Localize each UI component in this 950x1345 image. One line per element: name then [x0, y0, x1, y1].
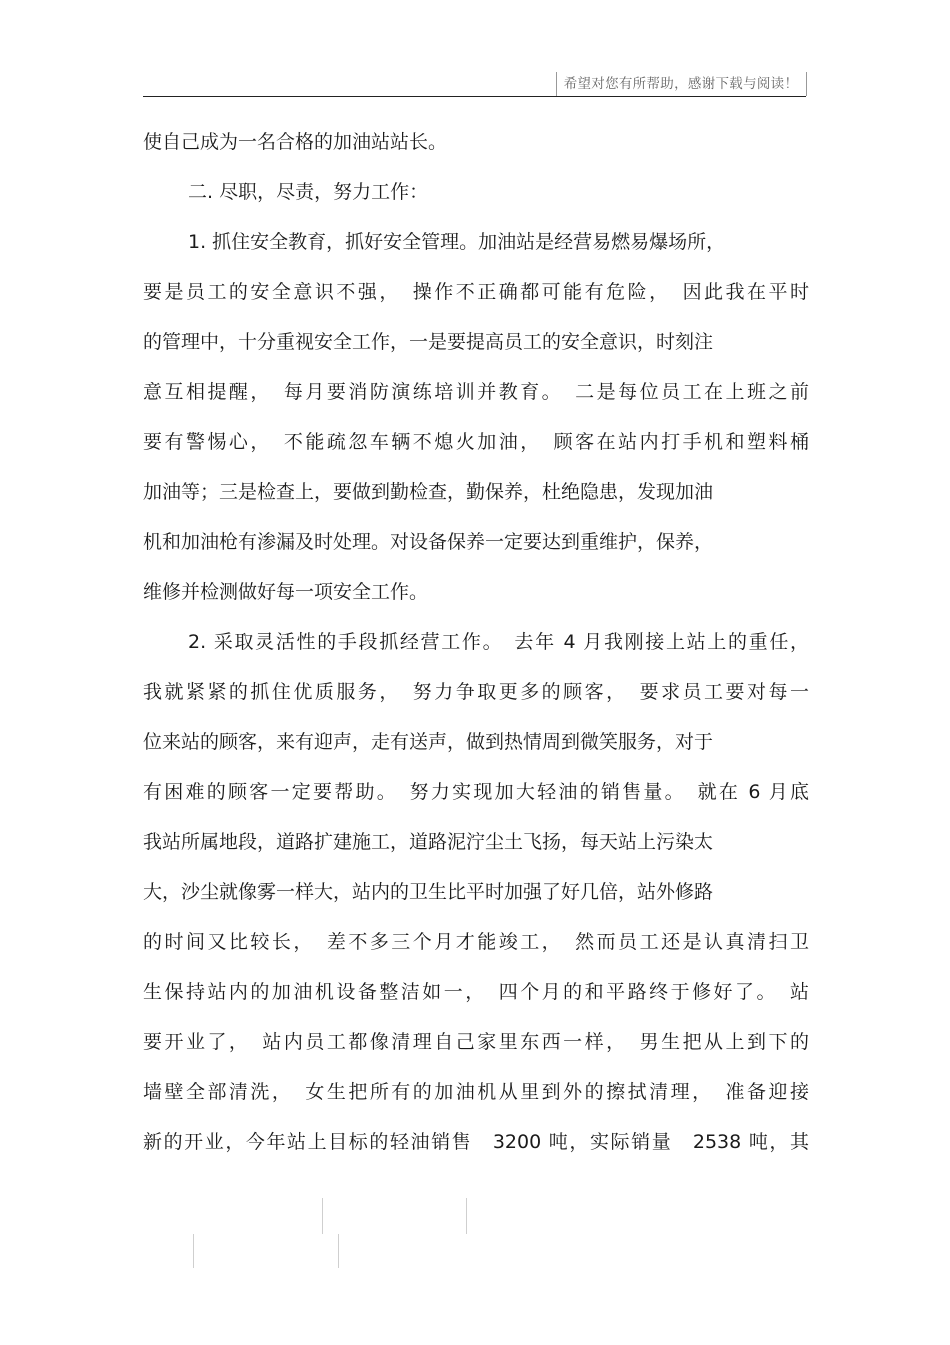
text-line: 要是员工的安全意识不强， 操作不正确都可能有危险， 因此我在平时 — [143, 281, 809, 303]
section-heading: 二. 尽职，尽责，努力工作： — [188, 181, 429, 203]
text-line: 意互相提醒， 每月要消防演练培训并教育。 二是每位员工在上班之前 — [143, 381, 809, 403]
text-line: 的管理中，十分重视安全工作，一是要提高员工的安全意识，时刻注 — [143, 331, 714, 353]
item-heading: 1. 抓住安全教育，抓好安全管理。加油站是经营易燃易爆场所， — [188, 231, 726, 253]
decorative-line — [322, 1198, 323, 1234]
header-left-tick — [556, 72, 557, 96]
text-line: 我就紧紧的抓住优质服务， 努力争取更多的顾客， 要求员工要对每一 — [143, 681, 809, 703]
text-line: 我站所属地段，道路扩建施工，道路泥泞尘土飞扬，每天站上污染太 — [143, 831, 714, 853]
header-rule — [143, 96, 806, 97]
text-line: 维修并检测做好每一项安全工作。 — [143, 581, 429, 603]
text-line: 大，沙尘就像雾一样大，站内的卫生比平时加强了好几倍，站外修路 — [143, 881, 714, 903]
text-line: 墙壁全部清洗， 女生把所有的加油机从里到外的擦拭清理， 准备迎接 — [143, 1081, 809, 1103]
text-line: 位来站的顾客，来有迎声，走有送声，做到热情周到微笑服务，对于 — [143, 731, 714, 753]
text-line: 加油等；三是检查上，要做到勤检查，勤保养，杜绝隐患，发现加油 — [143, 481, 714, 503]
text-line: 要开业了， 站内员工都像清理自己家里东西一样， 男生把从上到下的 — [143, 1031, 809, 1053]
header-note: 希望对您有所帮助，感谢下载与阅读！ — [563, 76, 799, 92]
text-line: 要有警惕心， 不能疏忽车辆不熄火加油， 顾客在站内打手机和塑料桶 — [143, 431, 809, 453]
header-right-tick — [806, 72, 807, 96]
text-line: 生保持站内的加油机设备整洁如一， 四个月的和平路终于修好了。 站 — [143, 981, 809, 1003]
decorative-line — [466, 1198, 467, 1234]
text-line: 新的开业，今年站上目标的轻油销售 3200 吨，实际销量 2538 吨，其 — [143, 1131, 809, 1153]
decorative-line — [338, 1234, 339, 1268]
text-line: 的时间又比较长， 差不多三个月才能竣工， 然而员工还是认真清扫卫 — [143, 931, 809, 953]
text-line: 使自己成为一名合格的加油站站长。 — [143, 131, 448, 153]
item-heading: 2. 采取灵活性的手段抓经营工作。 去年 4 月我刚接上站上的重任， — [188, 631, 809, 653]
text-line: 有困难的顾客一定要帮助。 努力实现加大轻油的销售量。 就在 6 月底 — [143, 781, 809, 803]
decorative-line — [193, 1234, 194, 1268]
text-line: 机和加油枪有渗漏及时处理。对设备保养一定要达到重维护，保养， — [143, 531, 714, 553]
